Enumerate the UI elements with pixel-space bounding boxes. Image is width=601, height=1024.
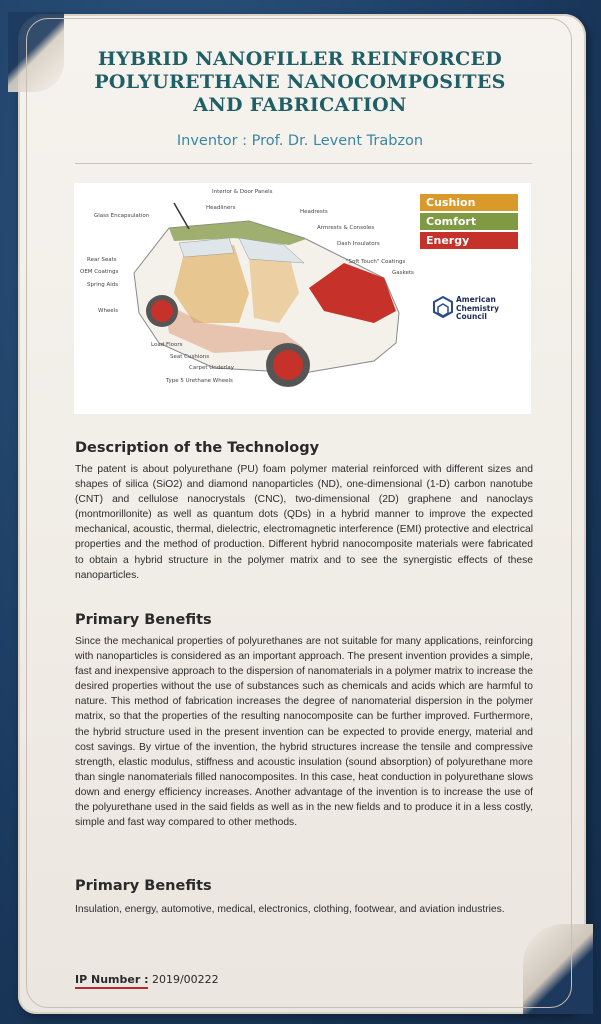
description-text: The patent is about polyurethane (PU) foam polymer material reinforced with different sizes and shapes of silica (SiO2) and diamond nanoparticles (ND), one-dimensional (1-D) carbon nanotube (CNT) and cellulose nanocrystals (CNC), two-dimensional (2D) graphene and nanoclays (montmorillonite) as well as quantum dots (QDs) in a hybrid manner to improve the expected mechanical, acoustic, thermal, dielectric, electromagnetic interference (EMI) protective and electrical properties and the method of production. Different hybrid nanocomposite materials were fabricated to obtain a hybrid structure in the polymer matrix and to see the synergistic effects of these nanoparticles. [75,464,533,581]
applications-heading: Primary Benefits [75,878,212,894]
fig-label: Interior & Door Panels [212,189,273,195]
fig-label: OEM Coatings [80,269,119,275]
fig-label: Load Floors [151,342,183,348]
fig-label: Headliners [206,205,236,211]
benefits-heading: Primary Benefits [75,612,212,628]
legend-comfort: Comfort [420,213,518,230]
acc-logo-icon [432,295,454,325]
fig-label: "Soft Touch" Coatings [346,259,406,265]
fig-label: Gaskets [392,270,414,276]
acc-logo-text: American Chemistry Council [456,295,499,321]
ip-value: 2019/00222 [151,973,219,986]
benefits-text: Since the mechanical properties of polyurethanes are not suitable for many applications, reinforcing with nanoparticles is considered as an important approach. The present invention provides a simple, fast and inexpensive approach to the dispersion of nanomaterials in a polymer matrix to increase the desired properties without the use of substances such as chemicals and acids which are harmful to nature. This method of fabrication increases the degree of nanomaterial dispersion in the polymer matrix, so that the properties of the resulting nanocomposite can be further improved. Furthermore, the hybrid structure used in the present invention can be expected to provide energy, material and cost savings. By virtue of the invention, the hybrid structures increase the tensile and compressive strength, elastic modulus, stiffness and acoustic insulation (sound absorption) of polyurethane more than single nanomaterials filled nanocomposites. In this case, heat conduction in polyurethane slows down and energy efficiency increases. Another advantage of the invention is to increase the use of the polyurethane used in the said fields as well as in the new fields and to produce it in a less costly, simple and fast way compared to other methods. [75,636,533,829]
car-figure [74,183,531,414]
inventor: Inventor : Prof. Dr. Levent Trabzon [176,133,424,149]
document-title: HYBRID NANOFILLER REINFORCED POLYURETHANE NANOCOMPOSITES AND FABRICATION [94,48,506,116]
legend-energy-efficiency: Energy Efficiency [420,232,518,249]
fig-label: Type 5 Urethane Wheels [166,378,233,384]
fig-label: Headrests [300,209,328,215]
fig-label: Wheels [98,308,119,314]
fig-label: Glass Encapsulation [94,213,150,219]
description-heading: Description of the Technology [75,440,320,456]
divider [75,163,532,164]
ip-label: IP Number : [75,973,148,989]
ip-number [75,973,219,986]
applications-text: Insulation, energy, automotive, medical, electronics, clothing, footwear, and aviation industries. [75,904,505,915]
fig-label: Spring Aids [87,282,119,288]
fig-label: Dash Insulators [337,241,380,247]
fig-label: Seat Cushions [170,354,210,360]
fig-label: Rear Seats [87,257,117,263]
fig-label: Carpet Underlay [189,365,235,371]
fig-label: Armrests & Consoles [317,225,375,231]
legend-cushion: Cushion [420,194,518,211]
